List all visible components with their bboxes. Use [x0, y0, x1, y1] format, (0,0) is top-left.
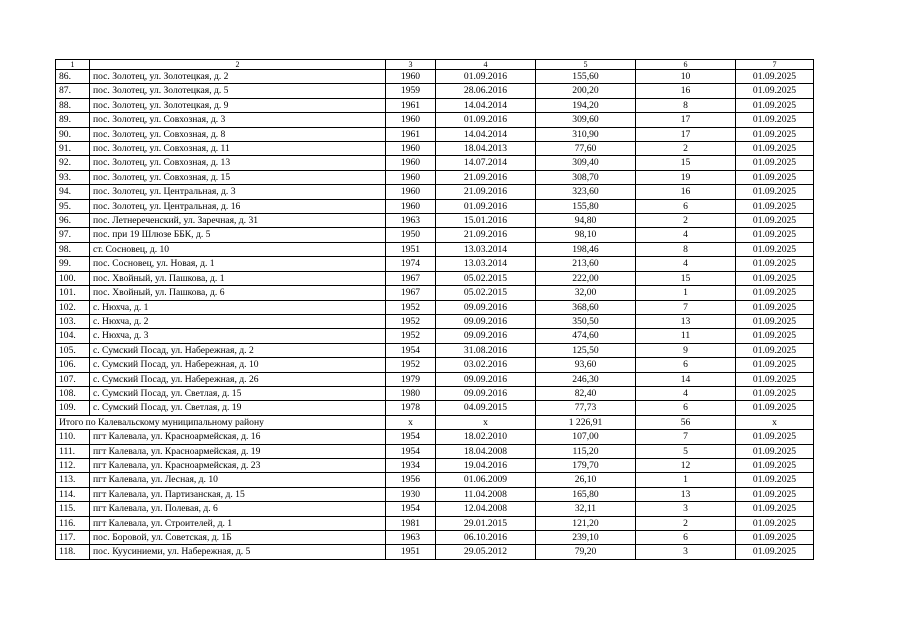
table-row	[56, 170, 814, 184]
subtotal-c3-cell: x	[386, 415, 436, 429]
residents-cell: 4	[636, 228, 736, 242]
residents-cell: 6	[636, 199, 736, 213]
address-cell: пос. Золотец, ул. Совхозная, д. 15	[90, 170, 386, 184]
address-cell: с. Нюхча, д. 3	[90, 329, 386, 343]
row-number-cell: 86.	[56, 70, 90, 84]
date-cell: 01.06.2009	[436, 473, 536, 487]
residents-cell: 16	[636, 84, 736, 98]
residents-cell: 4	[636, 386, 736, 400]
table-row	[56, 487, 814, 501]
deadline-cell: 01.09.2025	[736, 487, 814, 501]
year-built-cell: 1960	[386, 199, 436, 213]
deadline-cell: 01.09.2025	[736, 271, 814, 285]
table-row	[56, 214, 814, 228]
address-cell: с. Сумский Посад, ул. Набережная, д. 26	[90, 372, 386, 386]
area-cell: 310,90	[536, 127, 636, 141]
year-built-cell: 1960	[386, 113, 436, 127]
area-cell: 308,70	[536, 170, 636, 184]
deadline-cell: 01.09.2025	[736, 358, 814, 372]
table-row	[56, 329, 814, 343]
date-cell: 05.02.2015	[436, 271, 536, 285]
date-cell: 12.04.2008	[436, 502, 536, 516]
row-number-cell: 94.	[56, 185, 90, 199]
year-built-cell: 1952	[386, 329, 436, 343]
residents-cell: 17	[636, 127, 736, 141]
address-cell: пгт Калевала, ул. Полевая, д. 6	[90, 502, 386, 516]
area-cell: 77,73	[536, 401, 636, 415]
row-number-cell: 89.	[56, 113, 90, 127]
year-built-cell: 1952	[386, 314, 436, 328]
table-row	[56, 228, 814, 242]
table-row	[56, 458, 814, 472]
residents-cell: 9	[636, 343, 736, 357]
subtotal-c6-cell: 56	[636, 415, 736, 429]
table-row	[56, 386, 814, 400]
year-built-cell: 1956	[386, 473, 436, 487]
row-number-cell: 100.	[56, 271, 90, 285]
row-number-cell: 97.	[56, 228, 90, 242]
residents-cell: 19	[636, 170, 736, 184]
address-cell: с. Нюхча, д. 2	[90, 314, 386, 328]
header-cell: 7	[736, 60, 814, 70]
residents-cell: 15	[636, 156, 736, 170]
year-built-cell: 1959	[386, 84, 436, 98]
deadline-cell: 01.09.2025	[736, 228, 814, 242]
table-row	[56, 286, 814, 300]
area-cell: 125,50	[536, 343, 636, 357]
year-built-cell: 1930	[386, 487, 436, 501]
year-built-cell: 1980	[386, 386, 436, 400]
table-row	[56, 242, 814, 256]
year-built-cell: 1960	[386, 170, 436, 184]
year-built-cell: 1960	[386, 70, 436, 84]
subtotal-row	[56, 415, 814, 429]
table-row	[56, 358, 814, 372]
area-cell: 309,60	[536, 113, 636, 127]
row-number-cell: 106.	[56, 358, 90, 372]
deadline-cell: 01.09.2025	[736, 516, 814, 530]
subtotal-c5-cell: 1 226,91	[536, 415, 636, 429]
residents-cell: 14	[636, 372, 736, 386]
residents-cell: 8	[636, 242, 736, 256]
row-number-cell: 101.	[56, 286, 90, 300]
area-cell: 239,10	[536, 531, 636, 545]
year-built-cell: 1954	[386, 343, 436, 357]
area-cell: 368,60	[536, 300, 636, 314]
address-cell: с. Сумский Посад, ул. Светлая, д. 15	[90, 386, 386, 400]
row-number-cell: 103.	[56, 314, 90, 328]
year-built-cell: 1960	[386, 185, 436, 199]
address-cell: пгт Калевала, ул. Лесная, д. 10	[90, 473, 386, 487]
deadline-cell: 01.09.2025	[736, 98, 814, 112]
area-cell: 194,20	[536, 98, 636, 112]
address-cell: ст. Сосновец, д. 10	[90, 242, 386, 256]
address-cell: пос. Золотец, ул. Золотецкая, д. 9	[90, 98, 386, 112]
residents-cell: 2	[636, 214, 736, 228]
area-cell: 350,50	[536, 314, 636, 328]
row-number-cell: 90.	[56, 127, 90, 141]
area-cell: 474,60	[536, 329, 636, 343]
area-cell: 121,20	[536, 516, 636, 530]
year-built-cell: 1961	[386, 127, 436, 141]
row-number-cell: 88.	[56, 98, 90, 112]
date-cell: 18.02.2010	[436, 430, 536, 444]
area-cell: 115,20	[536, 444, 636, 458]
year-built-cell: 1952	[386, 300, 436, 314]
year-built-cell: 1978	[386, 401, 436, 415]
row-number-cell: 109.	[56, 401, 90, 415]
table-body	[56, 60, 814, 560]
area-cell: 94,80	[536, 214, 636, 228]
deadline-cell: 01.09.2025	[736, 458, 814, 472]
date-cell: 09.09.2016	[436, 314, 536, 328]
row-number-cell: 102.	[56, 300, 90, 314]
deadline-cell: 01.09.2025	[736, 314, 814, 328]
deadline-cell: 01.09.2025	[736, 199, 814, 213]
row-number-cell: 114.	[56, 487, 90, 501]
date-cell: 21.09.2016	[436, 170, 536, 184]
date-cell: 01.09.2016	[436, 199, 536, 213]
deadline-cell: 01.09.2025	[736, 127, 814, 141]
date-cell: 21.09.2016	[436, 228, 536, 242]
table-row	[56, 343, 814, 357]
address-cell: с. Нюхча, д. 1	[90, 300, 386, 314]
deadline-cell: 01.09.2025	[736, 257, 814, 271]
date-cell: 03.02.2016	[436, 358, 536, 372]
date-cell: 01.09.2016	[436, 113, 536, 127]
table-row	[56, 199, 814, 213]
table-row	[56, 257, 814, 271]
residents-cell: 5	[636, 444, 736, 458]
residents-cell: 6	[636, 531, 736, 545]
area-cell: 165,80	[536, 487, 636, 501]
year-built-cell: 1934	[386, 458, 436, 472]
row-number-cell: 91.	[56, 142, 90, 156]
area-cell: 155,60	[536, 70, 636, 84]
year-built-cell: 1951	[386, 545, 436, 559]
date-cell: 18.04.2013	[436, 142, 536, 156]
header-cell: 6	[636, 60, 736, 70]
residents-cell: 6	[636, 358, 736, 372]
date-cell: 09.09.2016	[436, 386, 536, 400]
area-cell: 82,40	[536, 386, 636, 400]
deadline-cell: 01.09.2025	[736, 401, 814, 415]
row-number-cell: 115.	[56, 502, 90, 516]
date-cell: 01.09.2016	[436, 70, 536, 84]
date-cell: 05.02.2015	[436, 286, 536, 300]
header-cell: 3	[386, 60, 436, 70]
area-cell: 32,11	[536, 502, 636, 516]
year-built-cell: 1981	[386, 516, 436, 530]
date-cell: 14.04.2014	[436, 98, 536, 112]
table-row	[56, 142, 814, 156]
year-built-cell: 1951	[386, 242, 436, 256]
table-row	[56, 473, 814, 487]
residents-cell: 4	[636, 257, 736, 271]
residents-cell: 6	[636, 401, 736, 415]
deadline-cell: 01.09.2025	[736, 156, 814, 170]
table-row	[56, 444, 814, 458]
address-cell: пос. при 19 Шлюзе ББК, д. 5	[90, 228, 386, 242]
area-cell: 200,20	[536, 84, 636, 98]
date-cell: 13.03.2014	[436, 257, 536, 271]
address-cell: пос. Золотец, ул. Совхозная, д. 3	[90, 113, 386, 127]
area-cell: 26,10	[536, 473, 636, 487]
table-row	[56, 502, 814, 516]
residents-cell: 1	[636, 473, 736, 487]
deadline-cell: 01.09.2025	[736, 343, 814, 357]
housing-table	[55, 59, 814, 560]
date-cell: 14.07.2014	[436, 156, 536, 170]
date-cell: 29.05.2012	[436, 545, 536, 559]
residents-cell: 13	[636, 314, 736, 328]
table-row	[56, 98, 814, 112]
address-cell: пос. Летнереченский, ул. Заречная, д. 31	[90, 214, 386, 228]
year-built-cell: 1952	[386, 358, 436, 372]
deadline-cell: 01.09.2025	[736, 444, 814, 458]
address-cell: пгт Калевала, ул. Красноармейская, д. 19	[90, 444, 386, 458]
table-row	[56, 185, 814, 199]
residents-cell: 3	[636, 502, 736, 516]
table-row	[56, 516, 814, 530]
area-cell: 77,60	[536, 142, 636, 156]
deadline-cell: 01.09.2025	[736, 372, 814, 386]
area-cell: 32,00	[536, 286, 636, 300]
deadline-cell: 01.09.2025	[736, 300, 814, 314]
subtotal-c4-cell: x	[436, 415, 536, 429]
residents-cell: 3	[636, 545, 736, 559]
date-cell: 15.01.2016	[436, 214, 536, 228]
row-number-cell: 105.	[56, 343, 90, 357]
residents-cell: 7	[636, 300, 736, 314]
address-cell: пос. Золотец, ул. Совхозная, д. 8	[90, 127, 386, 141]
address-cell: с. Сумский Посад, ул. Набережная, д. 2	[90, 343, 386, 357]
deadline-cell: 01.09.2025	[736, 430, 814, 444]
row-number-cell: 98.	[56, 242, 90, 256]
row-number-cell: 104.	[56, 329, 90, 343]
row-number-cell: 108.	[56, 386, 90, 400]
address-cell: пос. Золотец, ул. Золотецкая, д. 2	[90, 70, 386, 84]
year-built-cell: 1960	[386, 142, 436, 156]
residents-cell: 2	[636, 516, 736, 530]
residents-cell: 1	[636, 286, 736, 300]
row-number-cell: 92.	[56, 156, 90, 170]
address-cell: пгт Калевала, ул. Красноармейская, д. 23	[90, 458, 386, 472]
address-cell: пгт Калевала, ул. Партизанская, д. 15	[90, 487, 386, 501]
date-cell: 29.01.2015	[436, 516, 536, 530]
area-cell: 155,80	[536, 199, 636, 213]
deadline-cell: 01.09.2025	[736, 113, 814, 127]
date-cell: 18.04.2008	[436, 444, 536, 458]
table-row	[56, 314, 814, 328]
table-row	[56, 401, 814, 415]
address-cell: с. Сумский Посад, ул. Набережная, д. 10	[90, 358, 386, 372]
address-cell: пос. Боровой, ул. Советская, д. 1Б	[90, 531, 386, 545]
date-cell: 19.04.2016	[436, 458, 536, 472]
residents-cell: 17	[636, 113, 736, 127]
row-number-cell: 107.	[56, 372, 90, 386]
header-cell: 1	[56, 60, 90, 70]
deadline-cell: 01.09.2025	[736, 84, 814, 98]
table-row	[56, 70, 814, 84]
year-built-cell: 1974	[386, 257, 436, 271]
address-cell: пгт Калевала, ул. Строителей, д. 1	[90, 516, 386, 530]
deadline-cell: 01.09.2025	[736, 214, 814, 228]
address-cell: пгт Калевала, ул. Красноармейская, д. 16	[90, 430, 386, 444]
header-cell: 5	[536, 60, 636, 70]
row-number-cell: 93.	[56, 170, 90, 184]
table-row	[56, 430, 814, 444]
date-cell: 11.04.2008	[436, 487, 536, 501]
year-built-cell: 1954	[386, 444, 436, 458]
deadline-cell: 01.09.2025	[736, 185, 814, 199]
year-built-cell: 1963	[386, 531, 436, 545]
year-built-cell: 1979	[386, 372, 436, 386]
area-cell: 323,60	[536, 185, 636, 199]
row-number-cell: 112.	[56, 458, 90, 472]
address-cell: пос. Сосновец, ул. Новая, д. 1	[90, 257, 386, 271]
deadline-cell: 01.09.2025	[736, 502, 814, 516]
date-cell: 31.08.2016	[436, 343, 536, 357]
deadline-cell: 01.09.2025	[736, 286, 814, 300]
residents-cell: 8	[636, 98, 736, 112]
area-cell: 107,00	[536, 430, 636, 444]
residents-cell: 7	[636, 430, 736, 444]
row-number-cell: 96.	[56, 214, 90, 228]
header-cell: 2	[90, 60, 386, 70]
table-row	[56, 113, 814, 127]
deadline-cell: 01.09.2025	[736, 545, 814, 559]
area-cell: 222,00	[536, 271, 636, 285]
header-row	[56, 60, 814, 70]
table-row	[56, 271, 814, 285]
address-cell: пос. Золотец, ул. Центральная, д. 3	[90, 185, 386, 199]
address-cell: пос. Золотец, ул. Совхозная, д. 11	[90, 142, 386, 156]
year-built-cell: 1961	[386, 98, 436, 112]
year-built-cell: 1950	[386, 228, 436, 242]
address-cell: пос. Золотец, ул. Совхозная, д. 13	[90, 156, 386, 170]
table-row	[56, 372, 814, 386]
table-row	[56, 156, 814, 170]
residents-cell: 10	[636, 70, 736, 84]
subtotal-label: Итого по Калевальскому муниципальному району	[56, 415, 386, 429]
deadline-cell: 01.09.2025	[736, 142, 814, 156]
date-cell: 21.09.2016	[436, 185, 536, 199]
date-cell: 14.04.2014	[436, 127, 536, 141]
address-cell: с. Сумский Посад, ул. Светлая, д. 19	[90, 401, 386, 415]
residents-cell: 2	[636, 142, 736, 156]
residents-cell: 11	[636, 329, 736, 343]
year-built-cell: 1954	[386, 430, 436, 444]
table-row	[56, 84, 814, 98]
table-row	[56, 300, 814, 314]
residents-cell: 13	[636, 487, 736, 501]
address-cell: пос. Хвойный, ул. Пашкова, д. 1	[90, 271, 386, 285]
address-cell: пос. Хвойный, ул. Пашкова, д. 6	[90, 286, 386, 300]
area-cell: 213,60	[536, 257, 636, 271]
deadline-cell: 01.09.2025	[736, 531, 814, 545]
deadline-cell: 01.09.2025	[736, 242, 814, 256]
area-cell: 98,10	[536, 228, 636, 242]
date-cell: 09.09.2016	[436, 300, 536, 314]
residents-cell: 16	[636, 185, 736, 199]
date-cell: 09.09.2016	[436, 329, 536, 343]
area-cell: 179,70	[536, 458, 636, 472]
table-row	[56, 127, 814, 141]
area-cell: 93,60	[536, 358, 636, 372]
address-cell: пос. Золотец, ул. Центральная, д. 16	[90, 199, 386, 213]
deadline-cell: 01.09.2025	[736, 329, 814, 343]
row-number-cell: 111.	[56, 444, 90, 458]
date-cell: 09.09.2016	[436, 372, 536, 386]
row-number-cell: 110.	[56, 430, 90, 444]
area-cell: 309,40	[536, 156, 636, 170]
year-built-cell: 1967	[386, 271, 436, 285]
year-built-cell: 1967	[386, 286, 436, 300]
row-number-cell: 99.	[56, 257, 90, 271]
header-cell: 4	[436, 60, 536, 70]
date-cell: 04.09.2015	[436, 401, 536, 415]
row-number-cell: 117.	[56, 531, 90, 545]
subtotal-c7-cell: x	[736, 415, 814, 429]
row-number-cell: 95.	[56, 199, 90, 213]
address-cell: пос. Золотец, ул. Золотецкая, д. 5	[90, 84, 386, 98]
area-cell: 79,20	[536, 545, 636, 559]
table-row	[56, 531, 814, 545]
deadline-cell: 01.09.2025	[736, 473, 814, 487]
residents-cell: 15	[636, 271, 736, 285]
area-cell: 198,46	[536, 242, 636, 256]
date-cell: 13.03.2014	[436, 242, 536, 256]
date-cell: 06.10.2016	[436, 531, 536, 545]
table-row	[56, 545, 814, 559]
address-cell: пос. Куусиниеми, ул. Набережная, д. 5	[90, 545, 386, 559]
row-number-cell: 116.	[56, 516, 90, 530]
row-number-cell: 113.	[56, 473, 90, 487]
year-built-cell: 1963	[386, 214, 436, 228]
deadline-cell: 01.09.2025	[736, 170, 814, 184]
residents-cell: 12	[636, 458, 736, 472]
row-number-cell: 118.	[56, 545, 90, 559]
date-cell: 28.06.2016	[436, 84, 536, 98]
year-built-cell: 1954	[386, 502, 436, 516]
deadline-cell: 01.09.2025	[736, 386, 814, 400]
deadline-cell: 01.09.2025	[736, 70, 814, 84]
year-built-cell: 1960	[386, 156, 436, 170]
row-number-cell: 87.	[56, 84, 90, 98]
area-cell: 246,30	[536, 372, 636, 386]
